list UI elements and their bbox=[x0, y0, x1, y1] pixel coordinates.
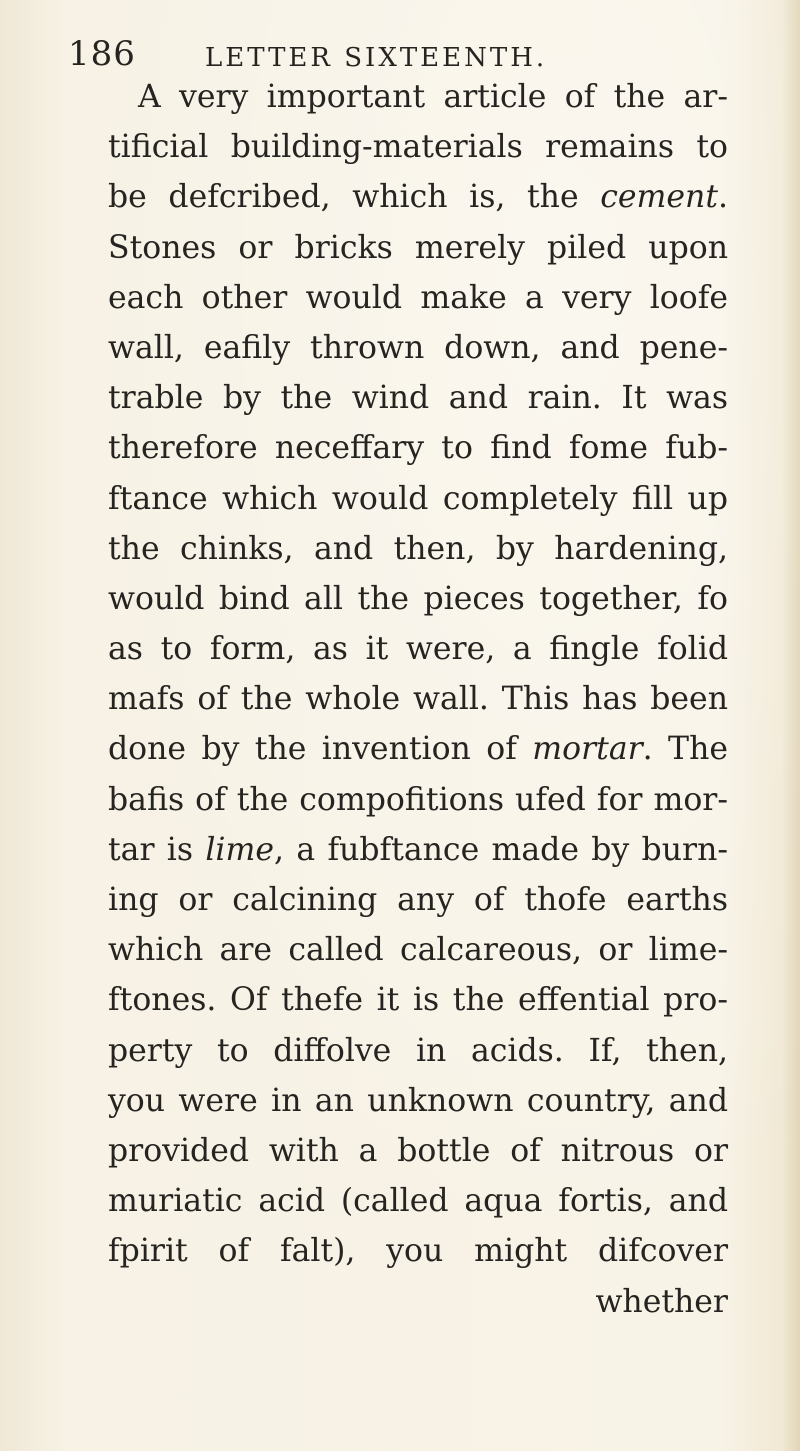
page-number: 186 bbox=[68, 34, 136, 74]
text-line: done by the invention of mortar. The bbox=[108, 731, 728, 768]
text-line: which are called calcareous, or lime- bbox=[108, 932, 728, 969]
emphasis: mortar bbox=[532, 731, 643, 768]
text-line: be defcribed, which is, the cement. bbox=[108, 179, 728, 216]
body-text bbox=[108, 72, 728, 1327]
emphasis: lime bbox=[205, 831, 275, 868]
text-line: trable by the wind and rain. It was bbox=[108, 380, 728, 417]
text-line: ftones. Of thefe it is the effential pro- bbox=[108, 982, 728, 1019]
text-line: perty to diffolve in acids. If, then, bbox=[108, 1032, 728, 1069]
text-line: the chinks, and then, by hardening, bbox=[108, 530, 728, 567]
text-line: would bind all the pieces together, fo bbox=[108, 580, 728, 617]
text-line: ftance which would completely fill up bbox=[108, 480, 728, 517]
text-line: muriatic acid (called aqua fortis, and bbox=[108, 1183, 728, 1220]
text-line: Stones or bricks merely piled upon bbox=[108, 229, 728, 266]
running-head: LETTER SIXTEENTH. bbox=[205, 43, 548, 73]
text-line: as to form, as it were, a fingle folid bbox=[108, 631, 728, 668]
text-line: tar is lime, a fubftance made by burn- bbox=[108, 831, 728, 868]
emphasis: cement bbox=[600, 179, 718, 216]
text-line: wall, eafily thrown down, and pene- bbox=[108, 329, 728, 366]
text-line: ing or calcining any of thofe earths bbox=[108, 882, 728, 918]
text-line: bafis of the compofitions ufed for mor- bbox=[108, 781, 728, 818]
text-line: mafs of the whole wall. This has been bbox=[108, 681, 728, 718]
text-line: A very important article of the ar- bbox=[138, 79, 728, 115]
text-line: each other would make a very loofe bbox=[108, 279, 728, 316]
text-line: you were in an unknown country, and bbox=[108, 1082, 728, 1119]
text-line: provided with a bottle of nitrous or bbox=[108, 1132, 728, 1169]
page-edge-shadow bbox=[782, 0, 800, 1451]
catchword: whether bbox=[595, 1283, 728, 1320]
text-line: therefore neceffary to find fome fub- bbox=[108, 430, 728, 467]
text-line: tificial building-materials remains to bbox=[108, 129, 728, 166]
text-line: fpirit of falt), you might difcover bbox=[108, 1233, 728, 1270]
